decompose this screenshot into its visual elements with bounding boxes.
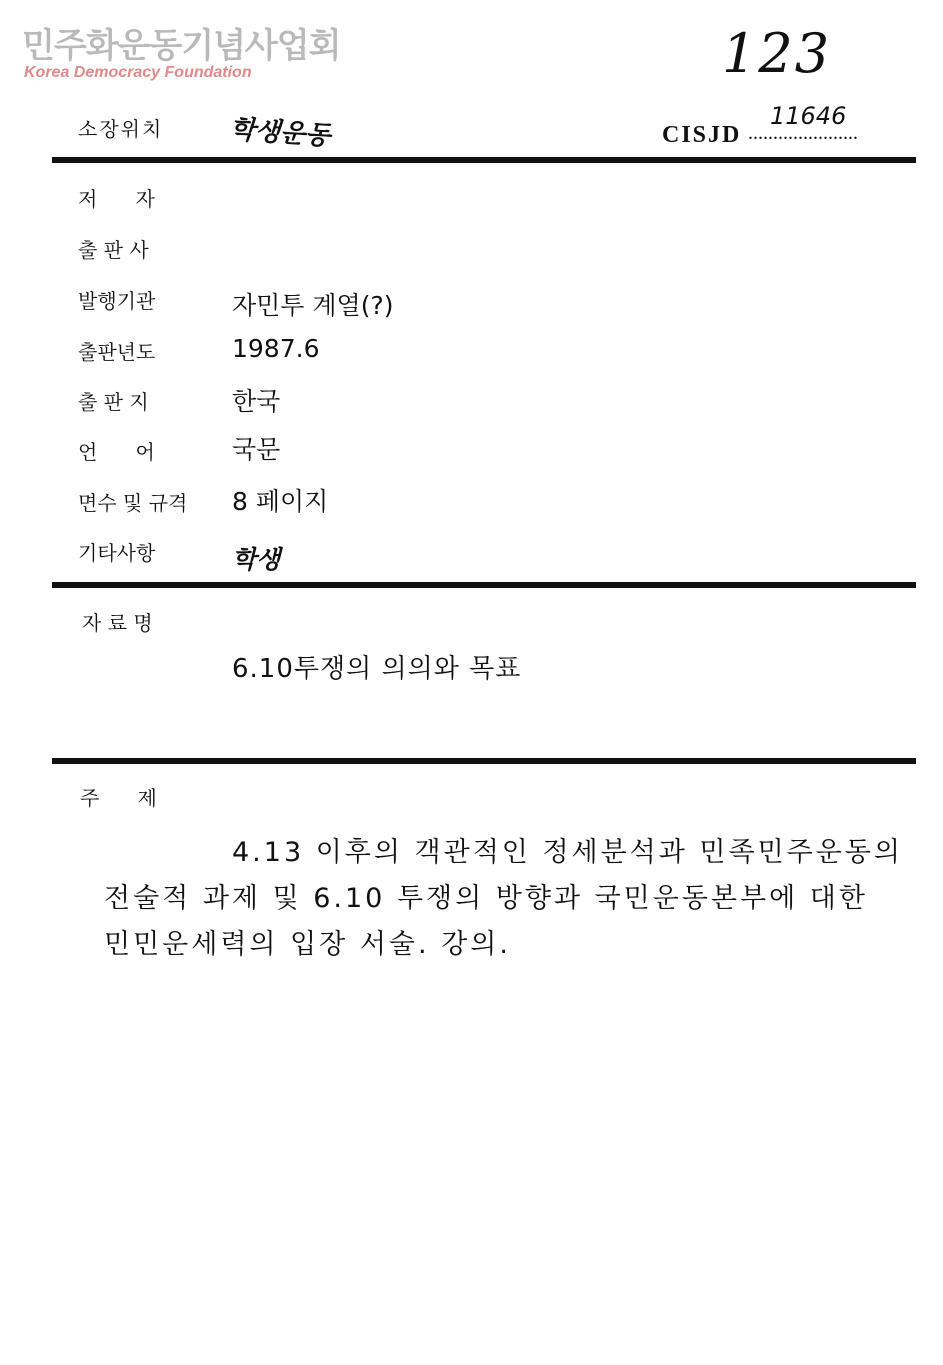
place-label: 출 판 지 bbox=[78, 390, 149, 414]
publisher-label: 출 판 사 bbox=[78, 238, 149, 262]
language-value: 국문 bbox=[232, 435, 281, 464]
year-label: 출판년도 bbox=[78, 340, 156, 364]
location-value: 학생운동 bbox=[228, 114, 332, 152]
notes-value: 학생 bbox=[232, 545, 281, 574]
issuer-label: 발행기관 bbox=[78, 289, 156, 313]
title-label: 자 료 명 bbox=[82, 611, 153, 635]
subject-line: 4.13 이후의 객관적인 정세분석과 민족민주운동의 bbox=[232, 837, 904, 868]
place-value: 한국 bbox=[232, 387, 281, 416]
watermark-korean: 민주화운동기념사업회 bbox=[22, 26, 341, 66]
language-label: 언 어 bbox=[78, 440, 155, 464]
location-label: 소장위치 bbox=[78, 117, 164, 141]
year-value: 1987.6 bbox=[232, 334, 320, 363]
cisjd-number: 11646 bbox=[770, 102, 847, 130]
issuer-value: 자민투 계열(?) bbox=[232, 291, 394, 320]
page-number: 123 bbox=[722, 22, 832, 85]
watermark-english: Korea Democracy Foundation bbox=[24, 64, 252, 81]
notes-label: 기타사항 bbox=[78, 541, 156, 565]
top-rule bbox=[52, 157, 916, 163]
lower-rule bbox=[52, 758, 916, 764]
subject-line: 전술적 과제 및 6.10 투쟁의 방향과 국민운동본부에 대한 bbox=[104, 883, 868, 914]
subject-line: 민민운세력의 입장 서술. 강의. bbox=[104, 929, 511, 960]
subject-label: 주 제 bbox=[80, 786, 157, 810]
middle-rule bbox=[52, 582, 916, 588]
author-label: 저 자 bbox=[78, 187, 155, 211]
pages-value: 8 페이지 bbox=[232, 487, 329, 516]
cisjd-dots: ...................... bbox=[748, 122, 858, 144]
document-title: 6.10투쟁의 의의와 목표 bbox=[232, 654, 522, 684]
cisjd-label: CISJD bbox=[662, 122, 742, 148]
pages-label: 면수 및 규격 bbox=[78, 491, 188, 515]
